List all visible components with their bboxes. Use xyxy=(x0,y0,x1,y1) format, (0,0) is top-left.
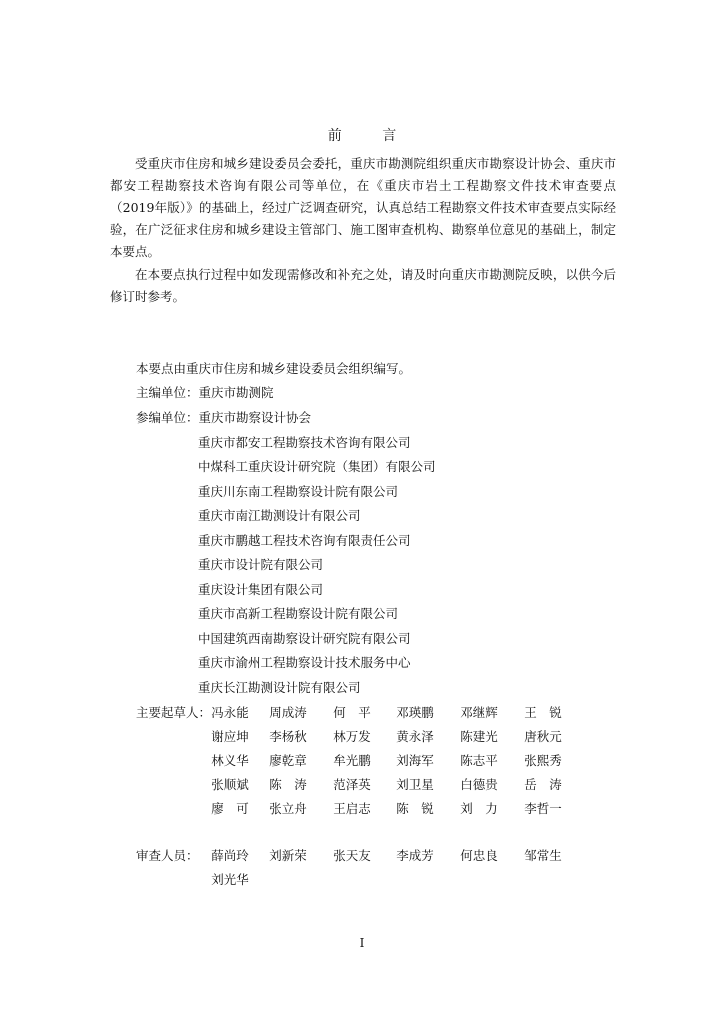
reviewer-name: 薛尚玲 xyxy=(211,848,249,863)
drafter-name: 张立舟 xyxy=(269,801,307,816)
drafter-name: 谢应坤 xyxy=(211,729,249,744)
drafter-name: 刘 力 xyxy=(460,801,498,816)
drafter-name: 牟光鹏 xyxy=(333,753,371,768)
drafter-name: 白德贵 xyxy=(460,777,498,792)
preface-paragraph-1: 受重庆市住房和城乡建设委员会委托，重庆市勘测院组织重庆市勘察设计协会、重庆市都安工程勘察技术咨询有限公司等单位，在《重庆市岩土工程勘察文件技术审查要点（2019年版）》的基础上，经过广泛调查研究，认真总结工程勘察文件技术审查要点实际经验，在广泛征求住房和城乡建设主管部门、施工图审查机构、勘察单位意见的基础上，制定本要点。 xyxy=(110,156,616,259)
drafter-name: 范泽英 xyxy=(333,777,371,792)
page-title: 前 言 xyxy=(327,128,415,144)
co-editor-label: 参编单位：重庆市勘察设计协会 xyxy=(136,410,312,425)
drafter-name: 周成涛 xyxy=(269,705,307,720)
preface-paragraph-2: 在本要点执行过程中如发现需修改和补充之处，请及时向重庆市勘测院反映，以供今后修订时参考。 xyxy=(110,267,616,304)
co-editor-item: 重庆川东南工程勘察设计院有限公司 xyxy=(198,484,399,499)
drafter-name: 邓继辉 xyxy=(460,705,498,720)
organizer-line: 本要点由重庆市住房和城乡建设委员会组织编写。 xyxy=(136,361,412,376)
drafter-name: 黄永泽 xyxy=(396,729,434,744)
reviewer-name: 张天友 xyxy=(333,848,371,863)
co-editor-item: 重庆市设计院有限公司 xyxy=(198,557,324,572)
drafter-name: 刘卫星 xyxy=(396,777,434,792)
drafter-name: 张熙秀 xyxy=(524,753,562,768)
reviewers-label: 审查人员： xyxy=(136,848,199,863)
drafter-name: 陈建光 xyxy=(460,729,498,744)
drafter-name: 王启志 xyxy=(333,801,371,816)
drafter-name: 李杨秋 xyxy=(269,729,307,744)
drafter-name: 陈 涛 xyxy=(269,777,307,792)
co-editor-item: 重庆市鹏越工程技术咨询有限责任公司 xyxy=(198,533,411,548)
drafter-name: 林万发 xyxy=(333,729,371,744)
co-editor-item: 重庆市南江勘测设计有限公司 xyxy=(198,508,361,523)
reviewer-name: 李成芳 xyxy=(396,848,434,863)
drafter-name: 唐秋元 xyxy=(524,729,562,744)
drafter-name: 岳 涛 xyxy=(524,777,562,792)
drafter-name: 邓瑛鹏 xyxy=(396,705,434,720)
drafter-name: 李哲一 xyxy=(524,801,562,816)
co-editor-item: 重庆市高新工程勘察设计院有限公司 xyxy=(198,606,399,621)
drafter-name: 廖乾章 xyxy=(269,753,307,768)
co-editor-item: 重庆长江勘测设计院有限公司 xyxy=(198,680,361,695)
drafter-name: 王 锐 xyxy=(524,705,562,720)
reviewer-name: 刘光华 xyxy=(211,872,249,887)
co-editor-item: 重庆市都安工程勘察技术咨询有限公司 xyxy=(198,435,411,450)
drafter-name: 冯永能 xyxy=(211,705,249,720)
co-editor-item: 中煤科工重庆设计研究院（集团）有限公司 xyxy=(198,459,436,474)
drafter-name: 陈志平 xyxy=(460,753,498,768)
reviewer-name: 刘新荣 xyxy=(269,848,307,863)
chief-editor-line: 主编单位：重庆市勘测院 xyxy=(136,385,274,400)
drafter-name: 陈 锐 xyxy=(396,801,434,816)
drafter-name: 刘海军 xyxy=(396,753,434,768)
reviewer-name: 何忠良 xyxy=(460,848,498,863)
page-number: I xyxy=(359,936,365,950)
drafter-name: 张顺斌 xyxy=(211,777,249,792)
drafter-name: 何 平 xyxy=(333,705,371,720)
drafters-label: 主要起草人： xyxy=(136,705,212,720)
co-editor-item: 中国建筑西南勘察设计研究院有限公司 xyxy=(198,631,411,646)
reviewer-name: 邹常生 xyxy=(524,848,562,863)
drafter-name: 林义华 xyxy=(211,753,249,768)
drafter-name: 廖 可 xyxy=(211,801,249,816)
co-editor-item: 重庆设计集团有限公司 xyxy=(198,582,324,597)
co-editor-item: 重庆市渝州工程勘察设计技术服务中心 xyxy=(198,655,411,670)
